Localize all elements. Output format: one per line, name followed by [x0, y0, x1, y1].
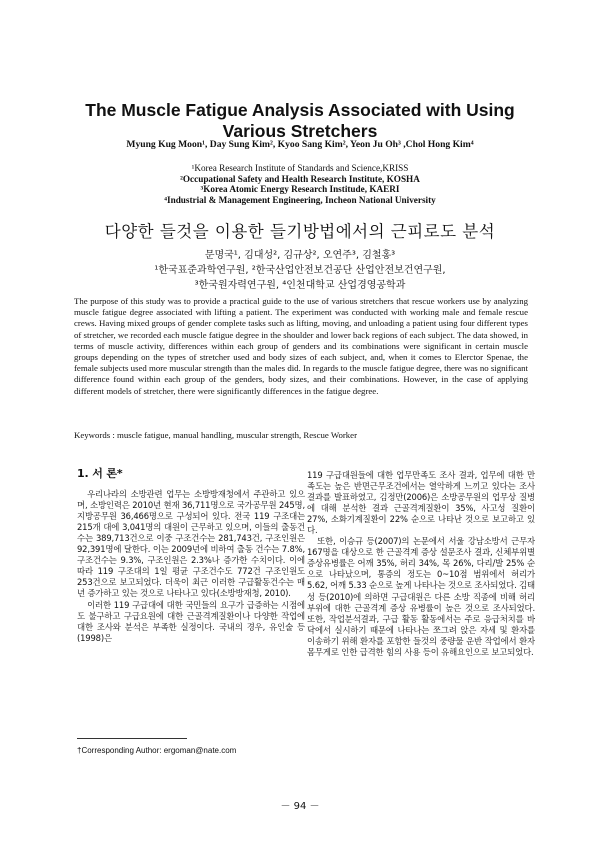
author-list-korean: 문명국¹, 김대성², 김규상², 오연주³, 김철홍³ — [204, 250, 396, 261]
paper-title: The Muscle Fatigue Analysis Associated with Using Various Stretchers — [85, 100, 515, 141]
paragraph: 우리나라의 소방관련 업무는 소방방재청에서 주관하고 있으며, 소방인력은 2010년 현재 36,711명으로 국가공무원 245명, 지방공무원 36,466명으로 구성되어 있다. 전국 119 구조대는 215개 대에 3,041명의 대원이 근무하고 있으며, 이들의 출동건수는 389,713건으로 이중 구조건수는 281,743건, 구조인원은 92,391명에 달한다. 이는 2009년에 비하여 출동 건수는 7.8%, 구조건수는 9.3%, 구조인원은 2.3%나 증가한 수치이다. 이에 따라 119 구조대의 1일 평균 구조건수도 772건 구조인원도 253건으로 보고되었다. 더욱이 최근 이러한 구급활동건수는 매년 증가하고 있는 것으로 나타나고 있다(소방방재청, 2010). — [77, 489, 305, 599]
footnote-divider — [77, 738, 187, 739]
korean-affiliations-line-2: ³한국원자력연구원, ⁴인천대학교 산업경영공학과 — [194, 280, 406, 291]
paragraph: 또한, 이승규 등(2007)의 논문에서 서울 강남소방서 근무자 167명을 대상으로 한 근골격계 증상 설문조사 결과, 신체부위별 증상유병률은 어깨 35%, 허리 34%, 목 26%, 다리/발 25% 순으로 나타났으며, 통증의 정도는 0~10점 범위에서 허리가 5.62, 어깨 5.33 순으로 높게 나타나는 것으로 조사되었다. 김태성 등(2010)에 의하면 구급대원은 다른 소방 직종에 비해 허리 부위에 대한 근골격계 증상 유병률이 높은 것으로 조사되었다. 또한, 작업분석결과, 구급 활동 활동에서는 주로 응급처치를 바닥에서 실시하기 때문에 나타나는 쪼그려 앉은 자세 및 환자를 이송하기 위해 환자를 포함한 들것의 중량물 운반 작업에서 환자 몸무게로 인한 급격한 힘의 사용 등이 유해요인으로 보고되었다. — [307, 536, 535, 657]
abstract: The purpose of this study was to provide a practical guide to the use of various stretchers that rescue workers use by analyzing muscle fatigue degree associated with lifting a patient. The experiment was conducted with working male and female rescue crews. Having mixed groups of gender complete tasks such as lifting, moving, and unloading a patient using four different types of stretcher, we recorded each muscle fatigue degree in the shoulder and lower back regions of each subject. The data showed, in terms of muscle activity, differences within each group of genders and its combinations were significant in certain muscle groups depending on the types of stretcher used and body sizes of each subject, and, when it comes to Elerctor Spenae, the female subjects used more muscular strength than the males did. In regards to the muscle fatigue degree, there was no significant difference found within each group of the genders, body sizes, and their combinations. However, in the case of applying different models of stretcher, there were significantly differences in the fatigue degree. — [74, 296, 528, 396]
korean-title: 다양한 들것을 이용한 들기방법에서의 근피로도 분석 — [104, 222, 496, 241]
paragraph: 이러한 119 구급대에 대한 국민들의 요구가 급증하는 시점에도 불구하고 구급요원에 대한 근골격계질환이나 다양한 작업에 대한 조사와 분석은 부족한 실정이다. 국내의 경우, 유인술 등(1998)은 — [77, 599, 305, 643]
page-number: － 94 － — [280, 801, 320, 812]
paragraph: 119 구급대원들에 대한 업무만족도 조사 결과, 업무에 대한 만족도는 높은 반면근무조건에서는 열악하게 느끼고 있다는 조사 결과를 발표하였고, 김정만(2006)은 소방공무원의 업무상 질병에 대해 분석한 결과 근골격계질환이 35%, 사고성 질환이 27%, 소화기계질환이 22% 순으로 나타난 것으로 보고하고 있다. — [307, 470, 535, 536]
affiliation-list — [40, 163, 560, 205]
left-column — [77, 468, 305, 644]
korean-affiliations-line-1: ¹한국표준과학연구원, ²한국산업안전보건공단 산업안전보건연구원, — [154, 265, 446, 276]
section-heading-introduction: 1. 서 론* — [77, 467, 123, 480]
korean-author-block — [40, 248, 560, 293]
affiliation-1: ¹Korea Research Institute of Standards and Science,KRISS — [191, 163, 409, 173]
right-column — [307, 470, 535, 658]
affiliation-2: ²Occupational Safety and Health Research Institute, KOSHA — [180, 173, 420, 184]
author-list-english: Myung Kug Moon¹, Day Sung Kim², Kyoo Sang Kim², Yeon Ju Oh³ ,Chol Hong Kim⁴ — [126, 139, 474, 150]
affiliation-4: ⁴Industrial & Management Engineering, Incheon National University — [164, 194, 436, 205]
keywords: Keywords : muscle fatigue, manual handling, muscular strength, Rescue Worker — [74, 430, 357, 440]
corresponding-author-footnote: †Corresponding Author: ergoman@nate.com — [77, 746, 237, 755]
affiliation-3: ³Korea Atomic Energy Research Institude, KAERI — [200, 184, 400, 195]
